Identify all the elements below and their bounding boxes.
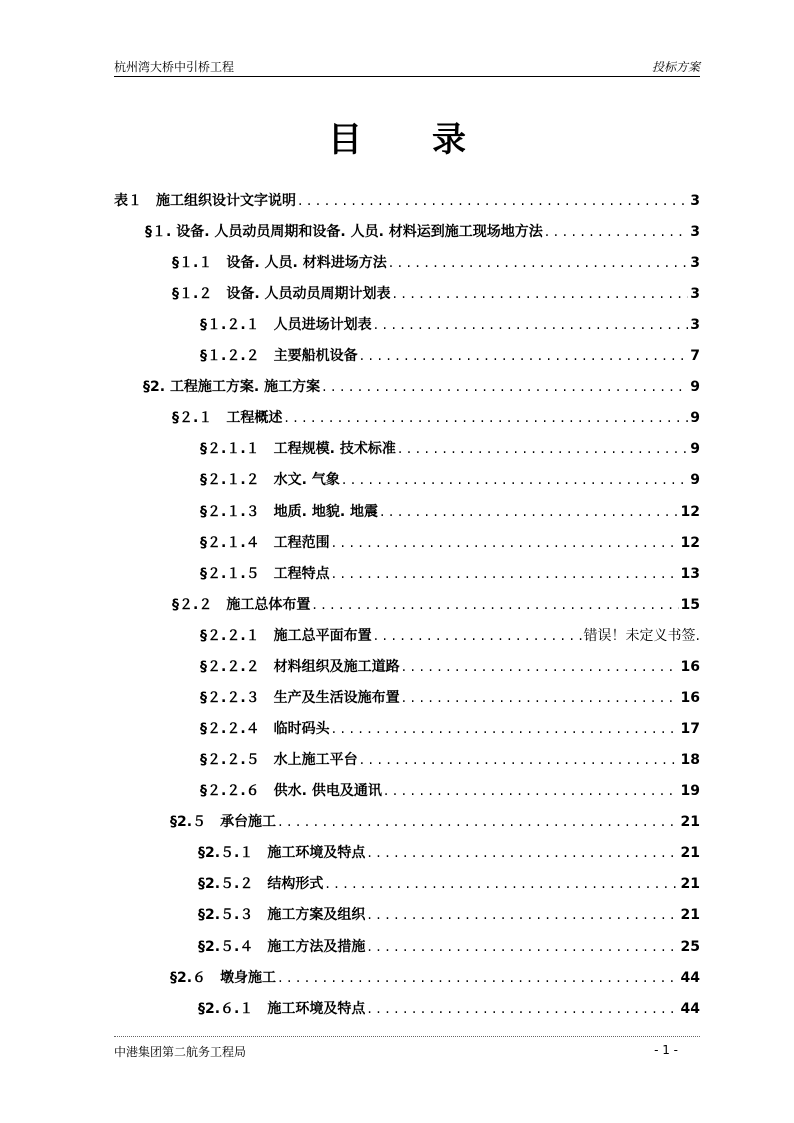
toc-entry-title: 施工环境及特点: [267, 1001, 366, 1017]
toc-entry-title: 工程概述: [226, 410, 283, 426]
toc-entry-title: 生产及生活设施布置: [273, 690, 400, 706]
toc-entry-page: 错误！未定义书签.: [583, 628, 700, 644]
toc-entry[interactable]: [200, 688, 700, 708]
toc-entry-number: §２.２.２: [200, 659, 274, 675]
toc-entry-page: 3: [690, 255, 700, 271]
toc-entry-number: §１.２.２: [200, 348, 274, 364]
toc-entry-page: 19: [680, 783, 700, 799]
toc-leader-dots: [284, 408, 688, 428]
header-project-name: 杭州湾大桥中引桥工程: [114, 60, 235, 74]
toc-entry-number: §１.１: [172, 255, 227, 271]
toc-leader-dots: [393, 284, 689, 304]
toc-entry[interactable]: [198, 843, 700, 863]
toc-entry[interactable]: [200, 470, 700, 490]
toc-entry-page: 21: [680, 845, 700, 861]
toc-entry-number: §2.５.２: [198, 876, 268, 892]
toc-entry[interactable]: [170, 968, 700, 988]
toc-leader-dots: [322, 377, 688, 397]
toc-entry-title: 工程特点: [273, 566, 330, 582]
toc-entry-page: 25: [680, 939, 700, 955]
toc-entry-number: §2.５.１: [198, 845, 268, 861]
toc-entry-title: 施工方法及措施: [267, 939, 366, 955]
toc-entry-title: 设备. 人员动员周期计划表: [226, 286, 391, 302]
toc-entry-page: 9: [690, 441, 700, 457]
page-title: [0, 112, 794, 161]
toc-entry[interactable]: [143, 377, 700, 397]
header-doc-type: 投标方案: [651, 60, 700, 74]
toc-entry-number: §２.１.１: [200, 441, 274, 457]
toc-entry[interactable]: [198, 999, 700, 1019]
toc-entry-number: §2.６: [170, 970, 221, 986]
toc-entry[interactable]: [198, 905, 700, 925]
toc-entry[interactable]: [172, 253, 700, 273]
toc-entry[interactable]: [172, 595, 700, 615]
toc-entry[interactable]: [198, 937, 700, 957]
toc-leader-dots: [360, 346, 689, 366]
toc-entry-title: 墩身施工: [220, 970, 277, 986]
toc-entry[interactable]: [170, 812, 700, 832]
footer-organization: 中港集团第二航务工程局: [114, 1045, 247, 1059]
toc-entry-page: 7: [690, 348, 700, 364]
toc-leader-dots: [367, 843, 678, 863]
toc-entry-title: 临时码头: [273, 721, 330, 737]
toc-entry-page: 17: [680, 721, 700, 737]
toc-entry-page: 3: [690, 317, 700, 333]
toc-entry-page: 21: [680, 907, 700, 923]
toc-leader-dots: [298, 191, 688, 211]
toc-entry-title: 工程范围: [273, 535, 330, 551]
toc-leader-dots: [278, 968, 678, 988]
toc-entry-title: 水文. 气象: [273, 472, 340, 488]
toc-entry-title: 施工组织设计文字说明: [156, 193, 296, 209]
toc-leader-dots: [398, 439, 688, 459]
toc-entry-title: 主要船机设备: [273, 348, 358, 364]
toc-entry-page: 15: [680, 597, 700, 613]
toc-entry[interactable]: [200, 719, 700, 739]
toc-entry[interactable]: [200, 750, 700, 770]
toc-leader-dots: [545, 222, 688, 242]
toc-entry-title: 施工方案及组织: [267, 907, 366, 923]
toc-entry-page: 9: [690, 472, 700, 488]
toc-entry-number: §2.５.４: [198, 939, 268, 955]
toc-entry[interactable]: [200, 502, 700, 522]
toc-entry-page: 3: [690, 193, 700, 209]
toc-entry[interactable]: [114, 191, 700, 211]
toc-entry-title: 工程施工方案. 施工方案: [169, 379, 321, 395]
toc-entry-number: §２.１.４: [200, 535, 274, 551]
toc-entry-title: 地质. 地貌. 地震: [273, 504, 379, 520]
toc-entry-page: 9: [690, 379, 700, 395]
footer-page-number: - 1 -: [654, 1043, 678, 1057]
toc-entry-page: 12: [680, 535, 700, 551]
toc-entry-number: §2.: [143, 379, 170, 395]
toc-entry[interactable]: [200, 439, 700, 459]
toc-entry-page: 12: [680, 504, 700, 520]
toc-leader-dots: [367, 905, 678, 925]
toc-entry-title: 材料组织及施工道路: [273, 659, 400, 675]
toc-entry[interactable]: [200, 781, 700, 801]
toc-entry-page: 13: [680, 566, 700, 582]
toc-entry-number: §2.５.３: [198, 907, 268, 923]
toc-entry-number: §2.６.１: [198, 1001, 268, 1017]
toc-leader-dots: [360, 750, 679, 770]
toc-leader-dots: [402, 688, 679, 708]
toc-entry-number: §２.２: [172, 597, 227, 613]
toc-leader-dots: [380, 502, 678, 522]
page-header: [114, 56, 700, 77]
toc-entry-page: 44: [680, 970, 700, 986]
toc-entry[interactable]: [198, 874, 700, 894]
toc-entry-title: 人员进场计划表: [273, 317, 372, 333]
toc-entry-number: §２.２.４: [200, 721, 274, 737]
toc-entry-title: 供水. 供电及通讯: [273, 783, 382, 799]
toc-entry[interactable]: [200, 533, 700, 553]
toc-entry[interactable]: [200, 626, 700, 646]
page-footer: [114, 1036, 700, 1059]
toc-entry-number: §2.５: [170, 814, 221, 830]
toc-leader-dots: [402, 657, 679, 677]
toc-entry[interactable]: [172, 284, 700, 304]
toc-entry-title: 施工环境及特点: [267, 845, 366, 861]
toc-entry-number: §２.２.５: [200, 752, 274, 768]
toc-entry-title: 承台施工: [220, 814, 277, 830]
toc-entry-page: 9: [690, 410, 700, 426]
title-char-2: 录: [432, 120, 466, 160]
toc-entry-title: 设备. 人员. 材料进场方法: [226, 255, 387, 271]
toc-entry-number: §１.２.１: [200, 317, 274, 333]
toc-entry-page: 21: [680, 814, 700, 830]
toc-entry-page: 44: [680, 1001, 700, 1017]
toc-leader-dots: [332, 564, 679, 584]
toc-entry[interactable]: [200, 315, 700, 335]
toc-leader-dots: [342, 470, 688, 490]
toc-leader-dots: [374, 626, 582, 646]
toc-leader-dots: [367, 999, 678, 1019]
toc-entry-title: 工程规模. 技术标准: [273, 441, 396, 457]
toc-entry-number: §２.２.１: [200, 628, 274, 644]
toc-entry-page: 16: [680, 659, 700, 675]
toc-entry-page: 21: [680, 876, 700, 892]
toc-entry-number: §２.１: [172, 410, 227, 426]
toc-entry-title: 设备. 人员动员周期和设备. 人员. 材料运到施工现场地方法: [176, 224, 543, 240]
toc-entry-page: 3: [690, 224, 700, 240]
toc-entry-page: 3: [690, 286, 700, 302]
toc-entry-number: §２.１.２: [200, 472, 274, 488]
toc-entry-number: 表１: [114, 193, 156, 209]
toc-leader-dots: [332, 533, 679, 553]
toc-leader-dots: [312, 595, 678, 615]
toc-leader-dots: [384, 781, 679, 801]
toc-leader-dots: [278, 812, 678, 832]
toc-entry-number: §２.２.６: [200, 783, 274, 799]
toc-leader-dots: [332, 719, 679, 739]
toc-leader-dots: [389, 253, 689, 273]
toc-entry-number: §２.２.３: [200, 690, 274, 706]
toc-entry[interactable]: [200, 564, 700, 584]
toc-entry-page: 18: [680, 752, 700, 768]
toc-entry-title: 施工总体布置: [226, 597, 311, 613]
toc-entry-number: §１.２: [172, 286, 227, 302]
toc-leader-dots: [374, 315, 689, 335]
toc-entry-title: 水上施工平台: [273, 752, 358, 768]
toc-entry[interactable]: [200, 346, 700, 366]
toc-leader-dots: [367, 937, 678, 957]
toc-entry[interactable]: [145, 222, 700, 242]
toc-entry[interactable]: [200, 657, 700, 677]
toc-entry-number: §１.: [145, 224, 177, 240]
toc-entry-title: 施工总平面布置: [273, 628, 372, 644]
toc-entry-title: 结构形式: [267, 876, 324, 892]
toc-leader-dots: [325, 874, 678, 894]
toc-entry-number: §２.１.５: [200, 566, 274, 582]
toc-entry-page: 16: [680, 690, 700, 706]
toc-entry-number: §２.１.３: [200, 504, 274, 520]
title-char-1: 目: [328, 120, 362, 160]
toc-entry[interactable]: [172, 408, 700, 428]
